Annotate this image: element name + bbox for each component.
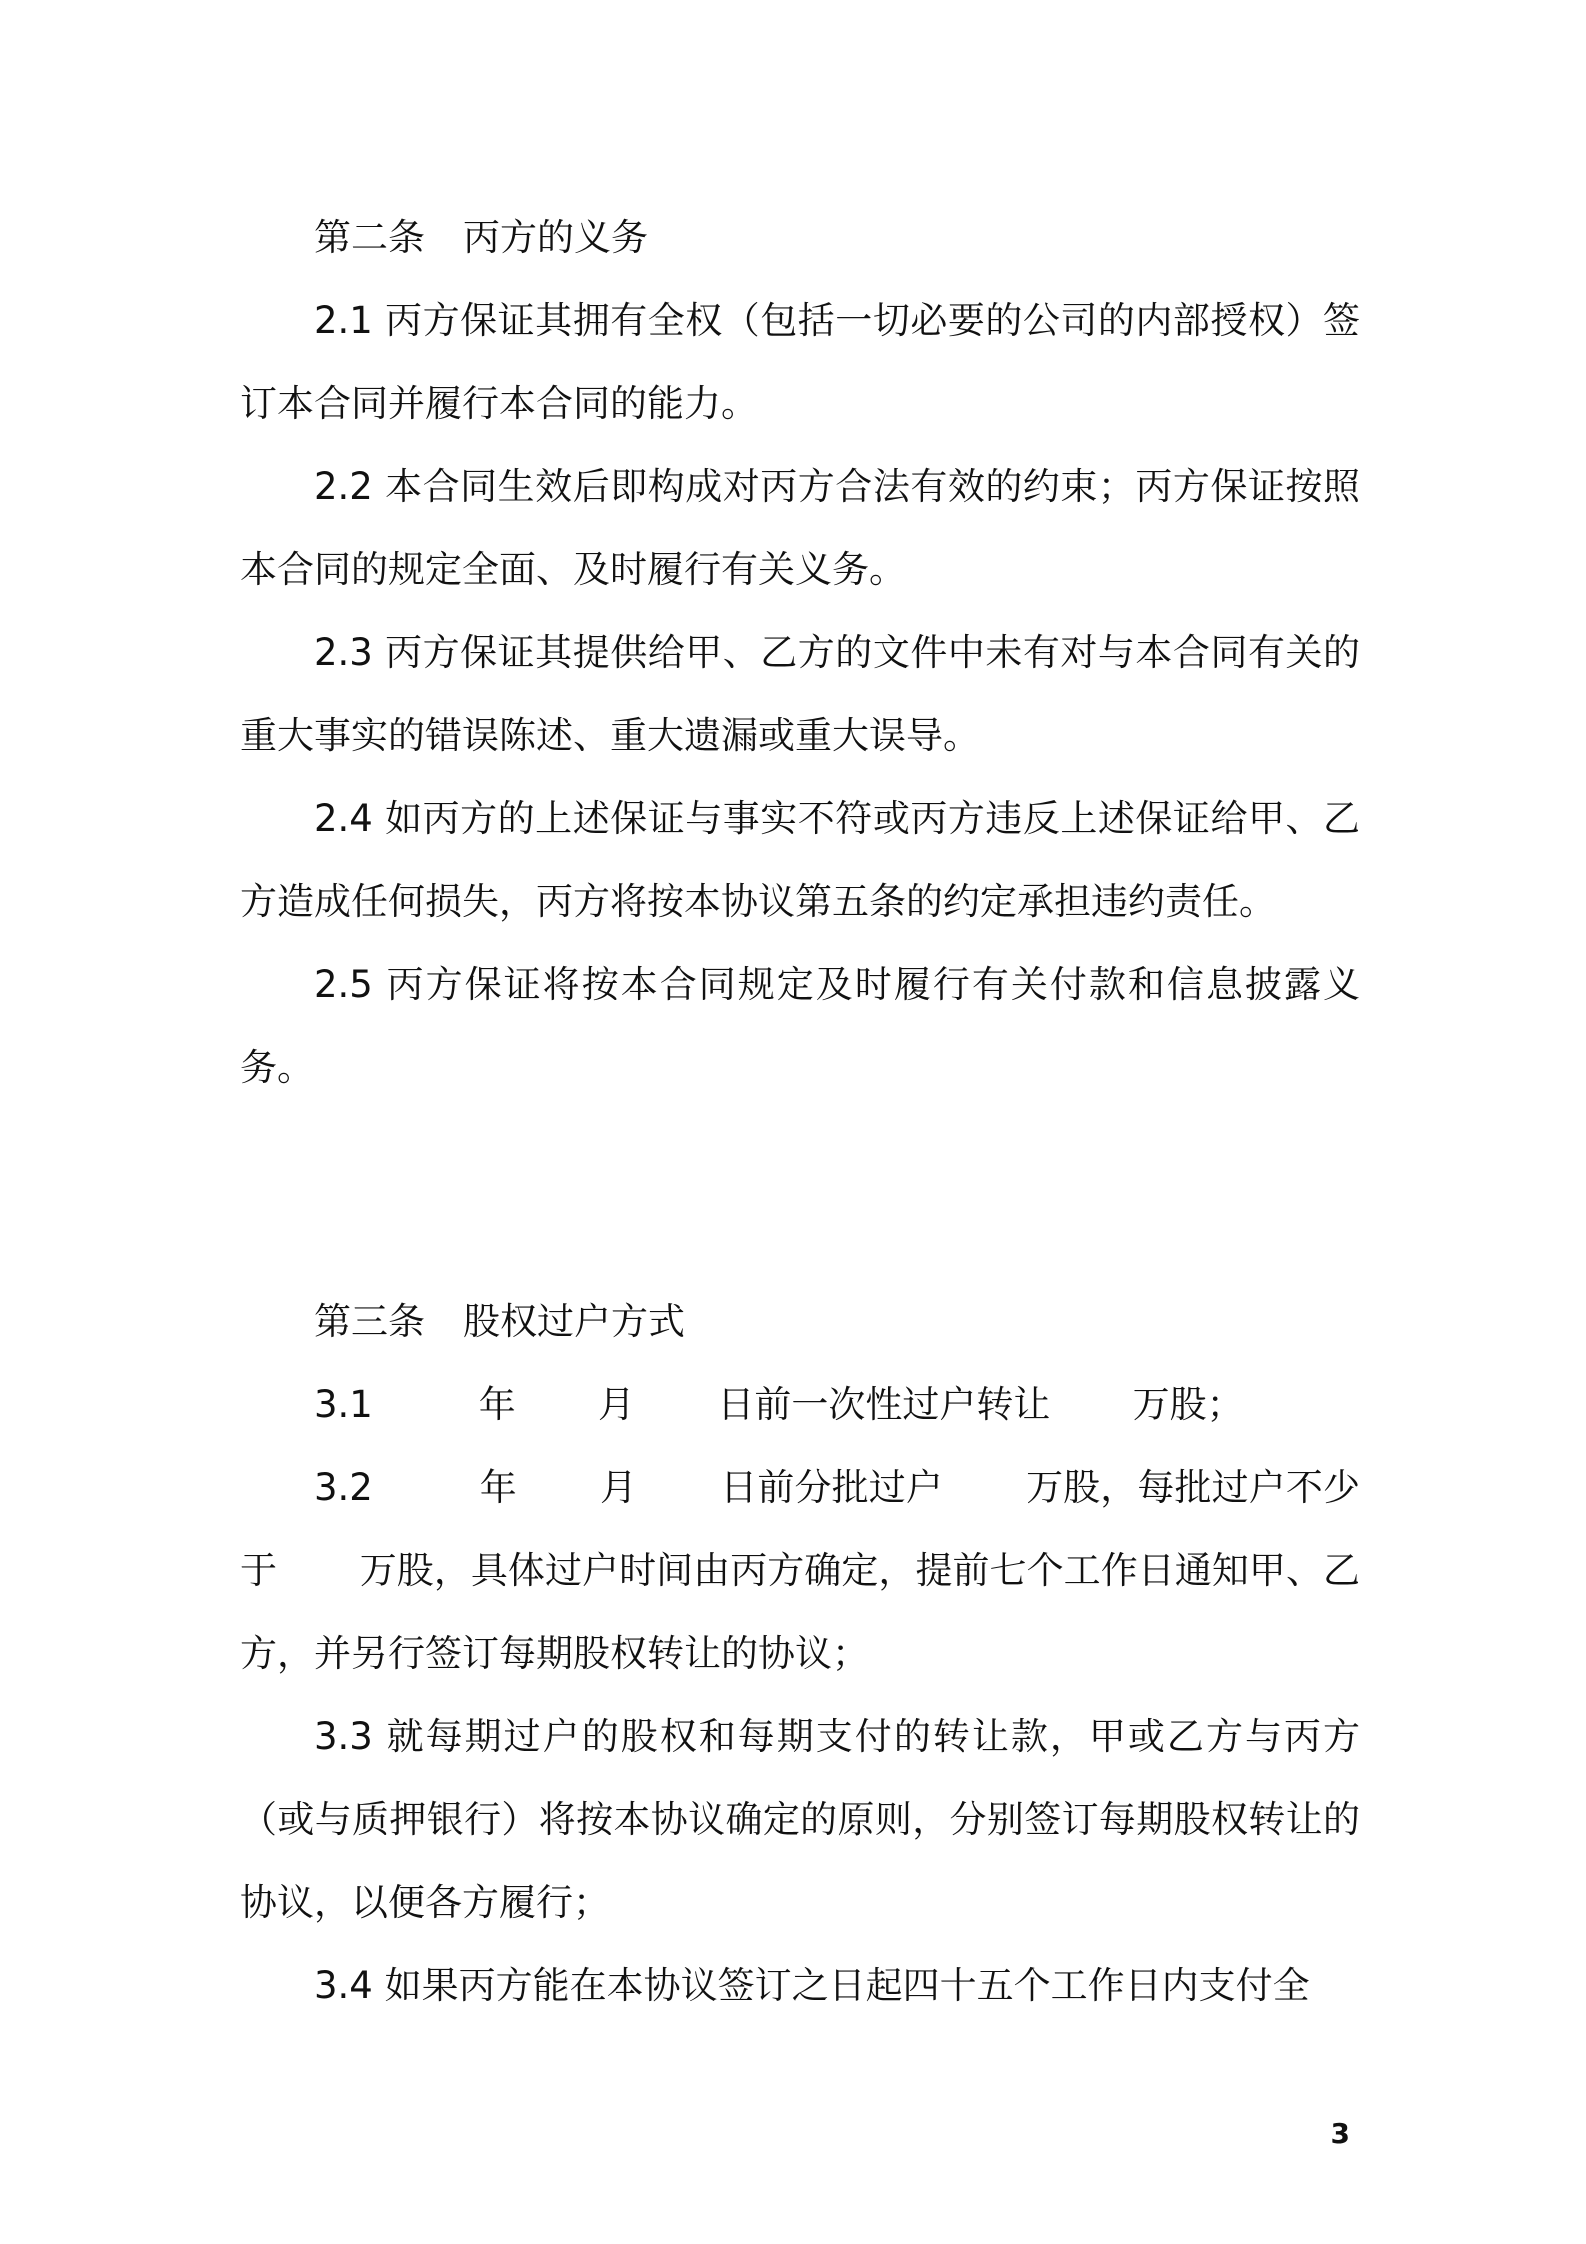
- clause-2-5: 2.5 丙方保证将按本合同规定及时履行有关付款和信息披露义务。: [240, 963, 1360, 1089]
- clause-2-4: 2.4 如丙方的上述保证与事实不符或丙方违反上述保证给甲、乙方造成任何损失，丙方将按本协议第五条的约定承担违约责任。: [240, 797, 1360, 923]
- page-number: 3: [1330, 2117, 1350, 2150]
- clause-3-2: 3.2 年 月 日前分批过户 万股，每批过户不少于 万股，具体过户时间由丙方确定，提前七个工作日通知甲、乙方，并另行签订每期股权转让的协议；: [240, 1466, 1360, 1675]
- clause-3-1: 3.1 年 月 日前一次性过户转让 万股；: [314, 1383, 1244, 1426]
- section-3-heading: [240, 1280, 1360, 1363]
- section-2: [240, 196, 1360, 1109]
- clause-2-3: 2.3 丙方保证其提供给甲、乙方的文件中未有对与本合同有关的重大事实的错误陈述、重大遗漏或重大误导。: [240, 631, 1360, 757]
- section-2-heading: [240, 196, 1360, 279]
- clause-3-4: 3.4 如果丙方能在本协议签订之日起四十五个工作日内支付全: [314, 1964, 1310, 2007]
- section-3-title: 股权过户方式: [463, 1300, 685, 1343]
- section-2-number: 第二条: [314, 216, 425, 259]
- section-3-number: 第三条: [314, 1300, 425, 1343]
- section-3: [240, 1280, 1360, 2027]
- section-2-title: 丙方的义务: [463, 216, 648, 259]
- clause-3-3: 3.3 就每期过户的股权和每期支付的转让款，甲或乙方与丙方（或与质押银行）将按本协议确定的原则，分别签订每期股权转让的协议，以便各方履行；: [240, 1715, 1360, 1924]
- clause-2-2: 2.2 本合同生效后即构成对丙方合法有效的约束；丙方保证按照本合同的规定全面、及时履行有关义务。: [240, 465, 1360, 591]
- clause-2-1: 2.1 丙方保证其拥有全权（包括一切必要的公司的内部授权）签订本合同并履行本合同的能力。: [240, 299, 1360, 425]
